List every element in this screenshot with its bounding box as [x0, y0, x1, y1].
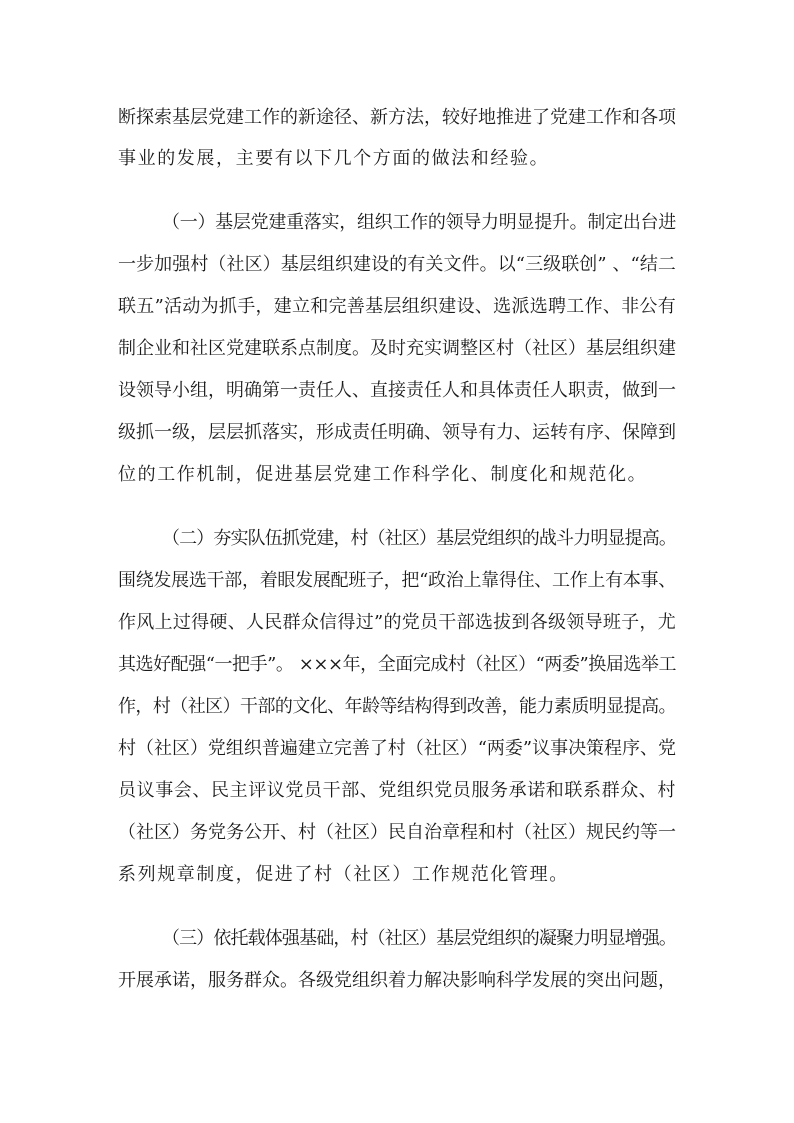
text-line: 设领导小组，明确第一责任人、直接责任人和具体责任人职责，做到一 — [118, 380, 676, 401]
text-line: 村（社区）党组织普遍建立完善了村（社区）“两委”议事决策程序、党 — [118, 738, 676, 759]
text-line: 员议事会、民主评议党员干部、党组织党员服务承诺和联系群众、村 — [118, 780, 676, 801]
text-line: （三）依托载体强基础，村（社区）基层党组织的凝聚力明显增强。 — [162, 928, 676, 949]
text-line: 其选好配强“一把手”。 ×××年，全面完成村（社区）“两委”换届选举工 — [118, 654, 676, 675]
text-line: 作，村（社区）干部的文化、年龄等结构得到改善，能力素质明显提高。 — [118, 696, 676, 717]
text-line: （社区）务党务公开、村（社区）民自治章程和村（社区）规民约等一 — [118, 822, 676, 843]
text-line: 作风上过得硬、人民群众信得过”的党员干部选拔到各级领导班子，尤 — [118, 612, 676, 633]
text-line: 联五”活动为抓手，建立和完善基层组织建设、选派选聘工作、非公有 — [118, 296, 676, 317]
text-line: 系列规章制度，促进了村（社区）工作规范化管理。 — [118, 864, 569, 885]
text-line: 事业的发展，主要有以下几个方面的做法和经验。 — [118, 148, 550, 169]
text-line: （二）夯实队伍抓党建，村（社区）基层党组织的战斗力明显提高。 — [162, 528, 676, 549]
text-line: 制企业和社区党建联系点制度。及时充实调整区村（社区）基层组织建 — [118, 338, 676, 359]
text-line: 位的工作机制，促进基层党建工作科学化、制度化和规范化。 — [118, 464, 648, 485]
text-line: 级抓一级，层层抓落实，形成责任明确、领导有力、运转有序、保障到 — [118, 422, 676, 443]
text-line: （一）基层党建重落实，组织工作的领导力明显提升。制定出台进 — [162, 212, 676, 233]
text-line: 开展承诺，服务群众。各级党组织着力解决影响科学发展的突出问题， — [118, 970, 676, 991]
text-line: 一步加强村（社区）基层组织建设的有关文件。以“三级联创” 、“结二 — [118, 254, 676, 275]
text-line: 断探索基层党建工作的新途径、新方法，较好地推进了党建工作和各项 — [118, 107, 676, 128]
text-line: 围绕发展选干部，着眼发展配班子，把“政治上靠得住、工作上有本事、 — [118, 570, 676, 591]
